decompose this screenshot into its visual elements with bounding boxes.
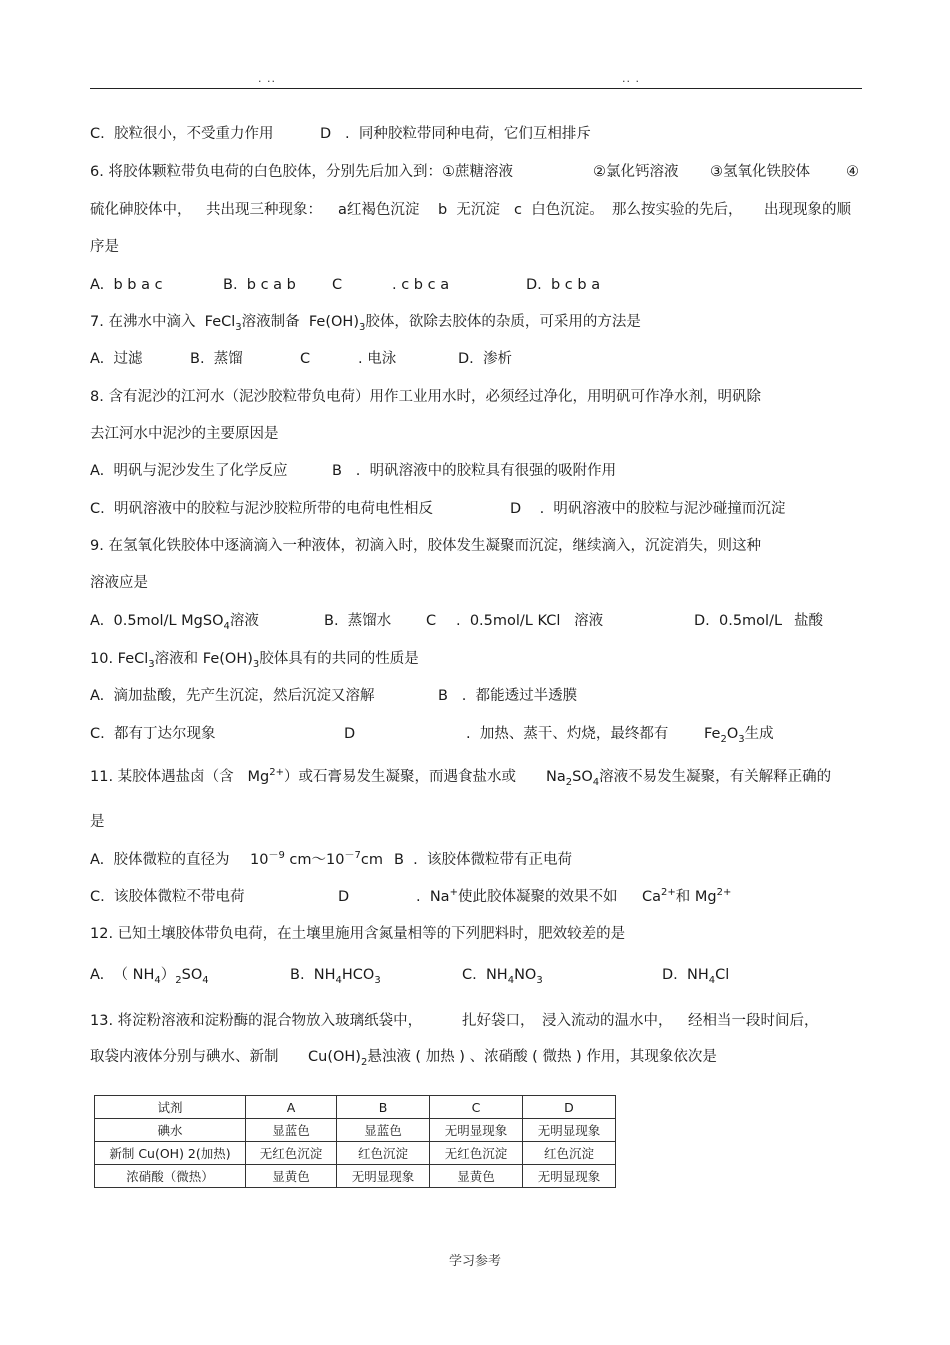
option-b: B. b c a b — [223, 277, 296, 293]
q13-text: 13. 将淀粉溶液和淀粉酶的混合物放入玻璃纸袋中， — [90, 1013, 423, 1029]
table-cell: 无红色沉淀 — [246, 1142, 337, 1165]
table-header-cell: 试剂 — [95, 1096, 246, 1119]
table-cell: 无红色沉淀 — [430, 1142, 523, 1165]
option-d: D. b c b a — [526, 277, 601, 293]
table-row — [95, 1165, 616, 1188]
table-cell: 新制 Cu(OH) 2(加热) — [95, 1142, 246, 1165]
option-c: C. 该胶体微粒不带电荷 — [90, 889, 245, 905]
option-d: 盐酸 — [794, 613, 823, 629]
question-12-stem — [90, 924, 626, 964]
option-b: B . 都能透过半透膜 — [438, 688, 578, 704]
q13-text: 经相当一段时间后， — [688, 1013, 819, 1029]
table-cell: 显黄色 — [246, 1165, 337, 1188]
table-cell: 无明显现象 — [337, 1165, 430, 1188]
q7-text: 7. 在沸水中滴入 FeCl$_3$溶液制备 $Fe(OH)_3$胶体，欲除去胶体的杂质，可采用的方法是 — [90, 314, 641, 333]
option-b: B. 蒸馏 — [190, 351, 243, 367]
question-7-stem — [90, 312, 641, 352]
option-d: D. $NH_4Cl$ — [662, 967, 730, 986]
option-c: . c b c a — [392, 277, 450, 293]
q13-text: 扎好袋口， — [462, 1013, 535, 1029]
option-a: A. 胶体微粒的直径为 — [90, 852, 230, 868]
q10-text: 10. FeCl$_3$溶液和 $Fe(OH)_3$胶体具有的共同的性质是 — [90, 651, 419, 670]
table-header-cell: A — [246, 1096, 337, 1119]
q6-text: 6. 将胶体颗粒带负电荷的白色胶体，分别先后加入到：①蔗糖溶液 — [90, 164, 513, 180]
option-d: D — [338, 889, 350, 905]
option-d: . Na+使此胶体凝聚的效果不如 — [416, 887, 618, 905]
q6-text: 共出现三种现象： — [206, 202, 322, 218]
q11-text: $Na_2SO_4$溶液不易发生凝聚，有关解释正确的 — [546, 769, 832, 788]
question-10-stem — [90, 649, 419, 689]
option-d: D. 0.5mol/L — [694, 613, 783, 629]
q6-text: ④ — [846, 164, 859, 180]
option-c: C. $NH_4NO_3$ — [462, 967, 543, 986]
option-d: D . 同种胶粒带同种电荷，它们互相排斥 — [320, 126, 591, 142]
table-cell: 浓硝酸（微热） — [95, 1165, 246, 1188]
table-row — [95, 1119, 616, 1142]
header-dots-left: . .. — [258, 72, 276, 85]
header-dots-right: .. . — [622, 72, 640, 85]
table-cell: 无明显现象 — [430, 1119, 523, 1142]
q8-text: 去江河水中泥沙的主要原因是 — [90, 426, 279, 442]
option-c: C — [300, 351, 311, 367]
option-d: $Fe_2O_3$生成 — [704, 726, 774, 745]
option-a: $10^{-9}$ $cm\sim 10^{-7}cm$ — [250, 850, 383, 868]
page-footer: 学习参考 — [448, 1254, 501, 1269]
table-cell: 显黄色 — [430, 1165, 523, 1188]
question-9-line-2 — [90, 573, 148, 613]
q6-text: ③氢氧化铁胶体 — [710, 164, 810, 180]
table-cell: 碘水 — [95, 1119, 246, 1142]
q6-text: 那么按实验的先后， — [612, 202, 743, 218]
q6-text: 出现现象的顺 — [764, 202, 851, 218]
table-header-cell: D — [523, 1096, 616, 1119]
option-b: B. 蒸馏水 — [324, 613, 392, 629]
q6-text: b 无沉淀 — [438, 202, 500, 218]
q11-text: 11. 某胶体遇盐卤（含 $Mg^{2+}$）或石膏易发生凝聚，而遇食盐水或 — [90, 767, 516, 785]
q12-text: 12. 已知土壤胶体带负电荷，在土壤里施用含氮量相等的下列肥料时，肥效较差的是 — [90, 926, 626, 942]
table-cell: 无明显现象 — [523, 1165, 616, 1188]
q6-text: a红褐色沉淀 — [338, 202, 420, 218]
option-c: C. 明矾溶液中的胶粒与泥沙胶粒所带的电荷电性相反 — [90, 501, 433, 517]
table-row — [95, 1142, 616, 1165]
option-a: A. 过滤 — [90, 351, 143, 367]
option-c: C. 都有丁达尔现象 — [90, 726, 216, 742]
q6-text: 序是 — [90, 239, 119, 255]
option-c: . 0.5mol/L KCl 溶液 — [456, 613, 604, 629]
q13-text: 取袋内液体分别与碘水、新制 — [90, 1049, 279, 1065]
option-a: A. 0.5mol/L MgSO$_4$溶液 — [90, 613, 259, 632]
option-a: A. （ $NH_4)_2SO_4$ — [90, 967, 209, 986]
table-cell: 红色沉淀 — [337, 1142, 430, 1165]
option-c: C — [426, 613, 437, 629]
option-d: D. 渗析 — [458, 351, 512, 367]
table-header-cell: B — [337, 1096, 430, 1119]
option-a: A. 明矾与泥沙发生了化学反应 — [90, 463, 288, 479]
table-header-cell: C — [430, 1096, 523, 1119]
option-b: B . 明矾溶液中的胶粒具有很强的吸附作用 — [332, 463, 617, 479]
question-6-line-3 — [90, 237, 119, 277]
table-cell: 显蓝色 — [337, 1119, 430, 1142]
option-a: A. 滴加盐酸，先产生沉淀，然后沉淀又溶解 — [90, 688, 375, 704]
table-header-row — [95, 1096, 616, 1119]
option-d: . 加热、蒸干、灼烧，最终都有 — [466, 726, 669, 742]
question-9-line-1 — [90, 536, 761, 576]
q11-text: 是 — [90, 814, 105, 830]
reagent-table — [94, 1095, 616, 1188]
table-cell: 红色沉淀 — [523, 1142, 616, 1165]
option-c: C — [332, 277, 343, 293]
table-cell: 显蓝色 — [246, 1119, 337, 1142]
q6-text: 硫化砷胶体中， — [90, 202, 192, 218]
q6-text: ②氯化钙溶液 — [593, 164, 679, 180]
q13-text: 浸入流动的温水中， — [542, 1013, 673, 1029]
option-c: C. 胶粒很小，不受重力作用 — [90, 126, 274, 142]
question-8-line-1 — [90, 387, 761, 427]
option-b: B. $NH_4HCO_3$ — [290, 967, 381, 986]
question-11-line-2 — [90, 812, 105, 852]
q8-text: 8. 含有泥沙的江河水（泥沙胶粒带负电荷）用作工业用水时，必须经过净化，用明矾可作净水剂，明矾除 — [90, 389, 761, 405]
table-cell: 无明显现象 — [523, 1119, 616, 1142]
q9-text: 溶液应是 — [90, 575, 148, 591]
option-d: D . 明矾溶液中的胶粒与泥沙碰撞而沉淀 — [510, 501, 786, 517]
option-c: . 电泳 — [358, 351, 397, 367]
q6-text: c 白色沉淀。 — [514, 202, 604, 218]
option-b: B . 该胶体微粒带有正电荷 — [394, 852, 572, 868]
q13-text: $Cu(OH)_2$悬浊液 ( 加热 ) 、浓硝酸 ( 微热 ) 作用，其现象依次是 — [308, 1049, 717, 1068]
option-d: D — [344, 726, 356, 742]
header-rule — [90, 88, 862, 89]
question-8-line-2 — [90, 424, 279, 464]
option-a: A. b b a c — [90, 277, 163, 293]
option-d: $Ca^{2+}$和 $Mg^{2+}$ — [642, 887, 732, 905]
q9-text: 9. 在氢氧化铁胶体中逐滴滴入一种液体，初滴入时，胶体发生凝聚而沉淀，继续滴入，沉淀消失，则这种 — [90, 538, 761, 554]
